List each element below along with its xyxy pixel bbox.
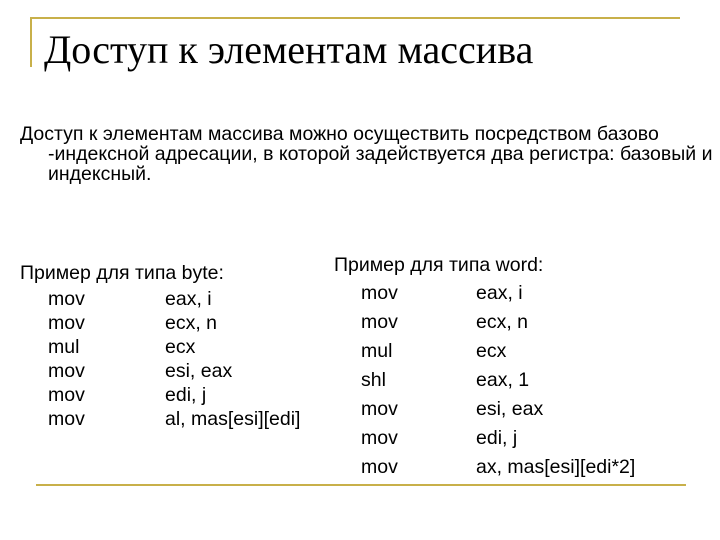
word-args: edi, j xyxy=(476,427,518,449)
byte-op: mul xyxy=(48,336,80,358)
word-op: shl xyxy=(361,369,386,391)
word-op: mov xyxy=(361,456,398,478)
byte-example-heading: Пример для типа byte: xyxy=(20,262,224,284)
top-rule xyxy=(30,17,680,19)
byte-op: mov xyxy=(48,312,85,334)
slide-body-text: Доступ к элементам массива можно осуществить посредством базово -индексной адресации, в которой задействуется два регистра: базовый и индексный. xyxy=(20,123,713,185)
word-args: ecx, n xyxy=(476,311,529,333)
byte-op: mov xyxy=(48,360,85,382)
word-op: mov xyxy=(361,398,398,420)
word-op: mul xyxy=(361,340,393,362)
byte-args: eax, i xyxy=(165,288,212,310)
word-example-heading: Пример для типа word: xyxy=(334,254,544,276)
byte-args: ecx xyxy=(165,336,196,358)
byte-args: al, mas[esi][edi] xyxy=(165,408,301,430)
word-args: esi, eax xyxy=(476,398,544,420)
word-args: ecx xyxy=(476,340,507,362)
word-op: mov xyxy=(361,427,398,449)
byte-op: mov xyxy=(48,408,85,430)
word-args: ax, mas[esi][edi*2] xyxy=(476,456,636,478)
byte-op: mov xyxy=(48,288,85,310)
byte-args: esi, eax xyxy=(165,360,233,382)
word-op: mov xyxy=(361,282,398,304)
word-args: eax, i xyxy=(476,282,523,304)
left-rule xyxy=(30,17,32,67)
slide-title: Доступ к элементам массива xyxy=(44,27,534,72)
byte-args: edi, j xyxy=(165,384,207,406)
word-op: mov xyxy=(361,311,398,333)
word-args: eax, 1 xyxy=(476,369,530,391)
bottom-rule xyxy=(36,484,686,486)
byte-op: mov xyxy=(48,384,85,406)
byte-args: ecx, n xyxy=(165,312,218,334)
